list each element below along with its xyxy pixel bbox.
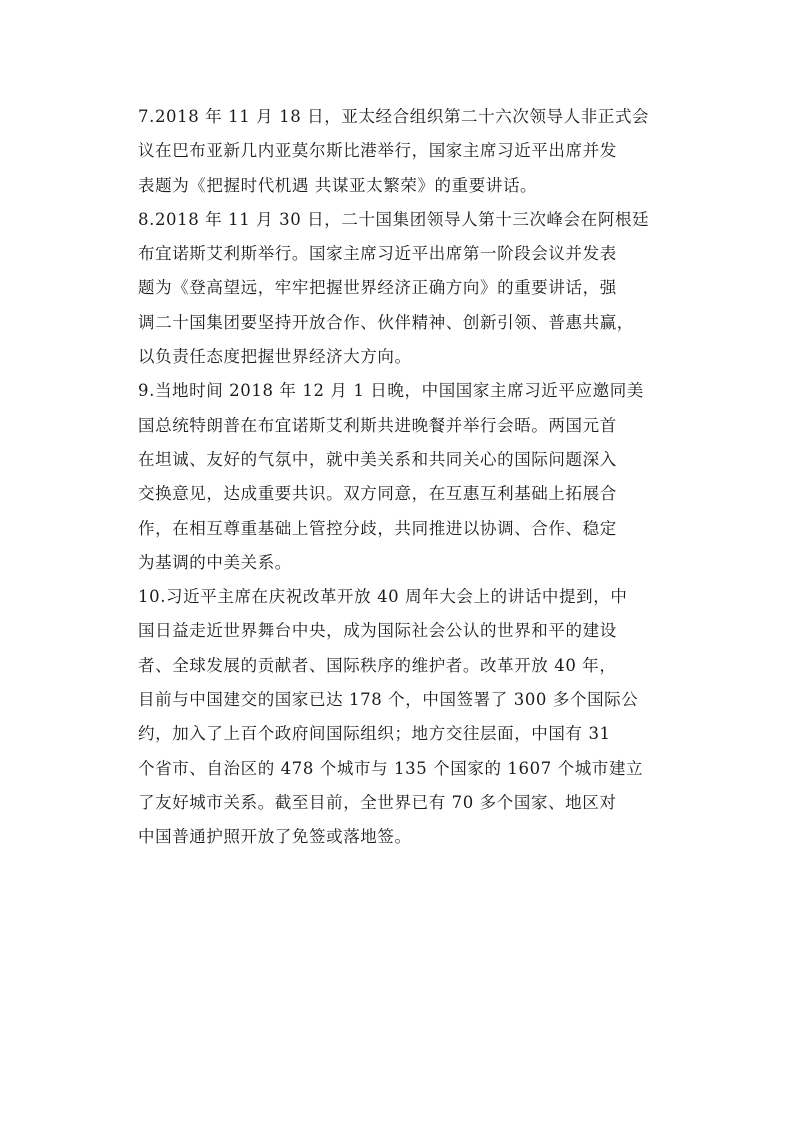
text-line: 议在巴布亚新几内亚莫尔斯比港举行，国家主席习近平出席并发	[138, 141, 617, 161]
text-line: 目前与中国建交的国家已达 178 个，中国签署了 300 多个国际公	[138, 690, 639, 710]
text-line: 了友好城市关系。截至目前，全世界已有 70 多个国家、地区对	[138, 792, 617, 812]
text-line: 国日益走近世界舞台中央，成为国际社会公认的世界和平的建设	[138, 621, 617, 641]
text-line: 中国普通护照开放了免签或落地签。	[138, 827, 412, 847]
text-line: 国总统特朗普在布宜诺斯艾利斯共进晚餐并举行会晤。两国元首	[138, 415, 617, 435]
paragraph-item-9	[138, 374, 662, 580]
text-line: 约，加入了上百个政府间国际组织；地方交往层面，中国有 31	[138, 724, 611, 744]
text-line: 为基调的中美关系。	[138, 552, 292, 572]
text-line: 8.2018 年 11 月 30 日，二十国集团领导人第十三次峰会在阿根廷	[138, 209, 650, 229]
paragraph-item-8	[138, 203, 662, 374]
text-line: 者、全球发展的贡献者、国际秩序的维护者。改革开放 40 年，	[138, 655, 617, 675]
text-line: 作，在相互尊重基础上管控分歧，共同推进以协调、合作、稳定	[138, 518, 617, 538]
paragraph-item-10	[138, 580, 662, 854]
text-line: 调二十国集团要坚持开放合作、伙伴精神、创新引领、普惠共赢，	[138, 312, 634, 332]
text-line: 10.习近平主席在庆祝改革开放 40 周年大会上的讲话中提到，中	[138, 587, 628, 607]
text-line: 个省市、自治区的 478 个城市与 135 个国家的 1607 个城市建立	[138, 758, 644, 778]
text-line: 9.当地时间 2018 年 12 月 1 日晚，中国国家主席习近平应邀同美	[138, 381, 644, 401]
document-body	[138, 100, 662, 855]
text-line: 表题为《把握时代机遇 共谋亚太繁荣》的重要讲话。	[138, 175, 538, 195]
text-line: 以负责任态度把握世界经济大方向。	[138, 347, 412, 367]
paragraph-item-7	[138, 100, 662, 203]
text-line: 布宜诺斯艾利斯举行。国家主席习近平出席第一阶段会议并发表	[138, 244, 617, 264]
text-line: 交换意见，达成重要共识。双方同意，在互惠互利基础上拓展合	[138, 484, 617, 504]
text-line: 7.2018 年 11 月 18 日，亚太经合组织第二十六次领导人非正式会	[138, 107, 650, 126]
text-line: 在坦诚、友好的气氛中，就中美关系和共同关心的国际问题深入	[138, 449, 617, 469]
text-line: 题为《登高望远，牢牢把握世界经济正确方向》的重要讲话，强	[138, 278, 617, 298]
